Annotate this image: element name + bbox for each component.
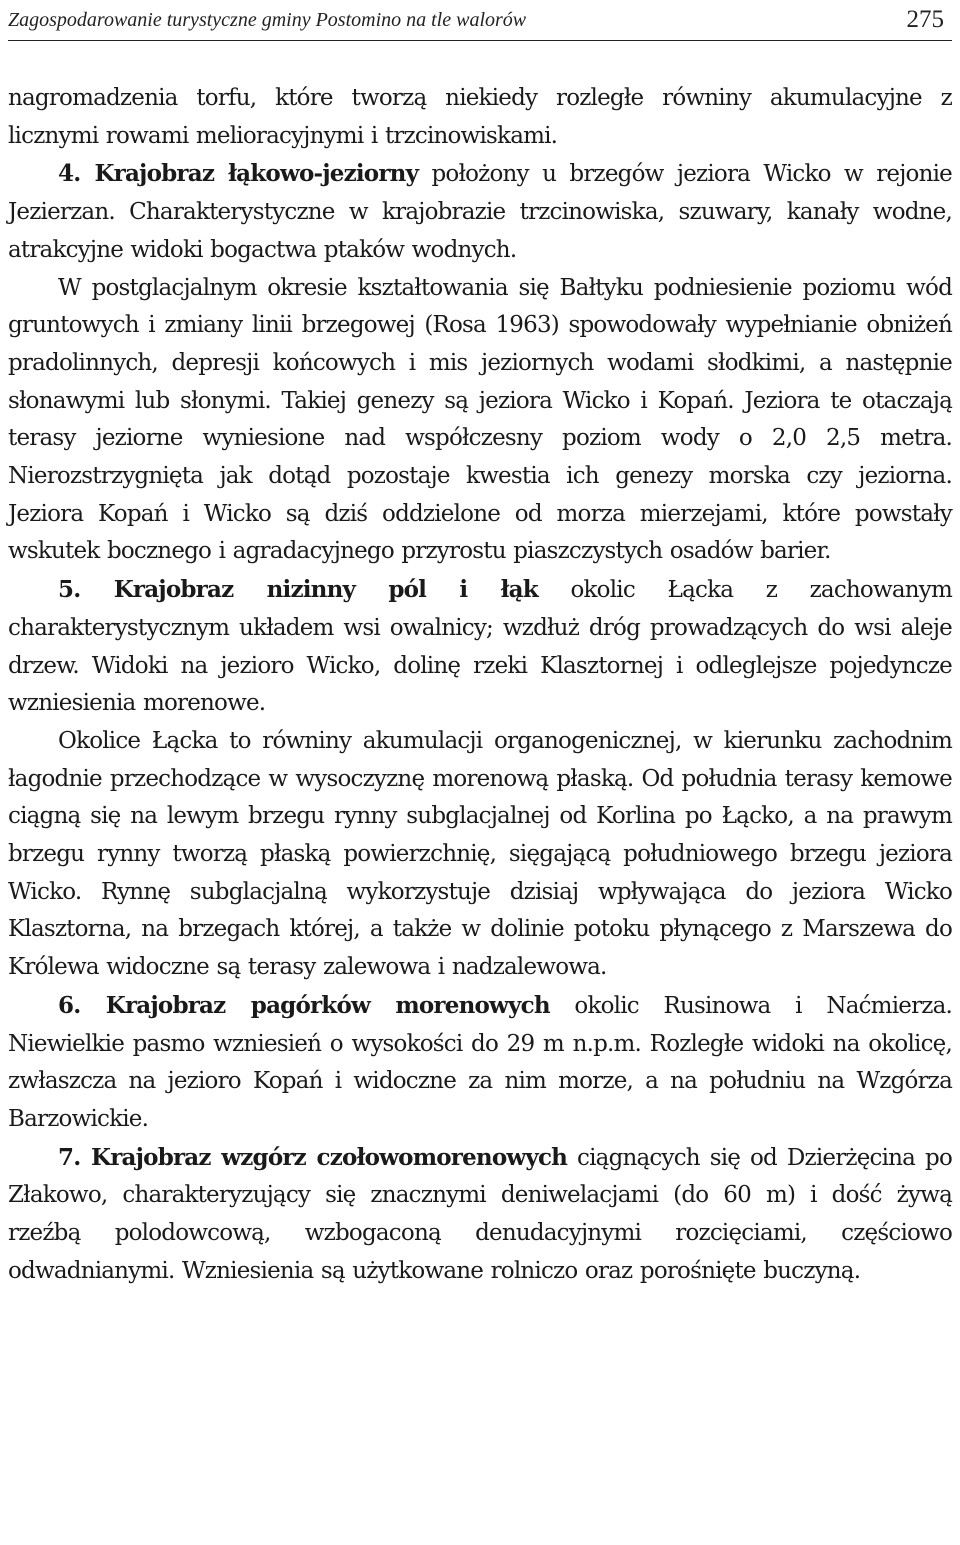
paragraph [8, 270, 952, 572]
paragraph [8, 723, 952, 987]
body-text [8, 80, 952, 1291]
paragraph [8, 571, 952, 723]
running-title: Zagospodarowanie turystyczne gminy Postomino na tle walorów [8, 8, 527, 31]
page-number: 275 [906, 6, 944, 33]
paragraph-text: okolic Łącka z zachowanym charakterystycznym układem wsi owalnicy; wzdłuż dróg prowadzących do wsi aleje drzew. Widoki na jezioro Wicko, dolinę rzeki Klasztornej i odleglejsze pojedyncze wzniesienia morenowe. [8, 577, 952, 717]
paragraph-text: ciągnących się od Dzierżęcina po Złakowo, charakteryzujący się znacznymi deniwelacjami (do 60 m) i dość żywą rzeźbą polodowcową, wzbogaconą denudacyjnymi rozcięciami, częściowo odwadnianymi. Wzniesienia są użytkowane rolniczo oraz porośnięte buczyną. [8, 1144, 952, 1284]
paragraph-lead: 4. Krajobraz łąkowo-jeziorny [58, 160, 419, 188]
paragraph [8, 155, 952, 269]
paragraph-lead: 5. Krajobraz nizinny pól i łąk [58, 576, 538, 604]
paragraph-text: okolic Rusinowa i Naćmierza. Niewielkie pasmo wzniesień o wysokości do 29 m n.p.m. Rozległe widoki na okolicę, zwłaszcza na jezioro Kopań i widoczne za nim morze, a na południu na Wzgórza Barzowickie. [8, 992, 952, 1132]
paragraph [8, 80, 952, 155]
paragraph-text: Okolice Łącka to równiny akumulacji organogenicznej, w kierunku zachodnim łagodnie przechodzące w wysoczyznę morenową płaską. Od południa terasy kemowe ciągną się na lewym brzegu rynny subglacjalnej od Korlina po Łącko, a na prawym brzegu rynny tworzą płaską powierzchnię, sięgającą południowego brzegu jeziora Wicko. Rynnę subglacjalną wykorzystuje dzisiaj wpływająca do jeziora Wicko Klasztorna, na brzegach której, a także w dolinie potoku płynącego z Marszewa do Królewa widoczne są terasy zalewowa i nadzalewowa. [8, 727, 952, 981]
paragraph-text: nagromadzenia torfu, które tworzą niekiedy rozległe równiny akumulacyjne z licznymi rowami melioracyjnymi i trzcinowiskami. [8, 85, 952, 149]
paragraph [8, 987, 952, 1139]
paragraph-text: W postglacjalnym okresie kształtowania się Bałtyku podniesienie poziomu wód gruntowych i zmiany linii brzegowej (Rosa 1963) spowodowały wypełnianie obniżeń pradolinnych, depresji końcowych i mis jeziornych wodami słodkimi, a następnie słonawymi lub słonymi. Takiej genezy są jeziora Wicko i Kopań. Jeziora te otaczają terasy jeziorne wyniesione nad współczesny poziom wody o 2,0 2,5 metra. Nierozstrzygnięta jak dotąd pozostaje kwestia ich genezy morska czy jeziorna. Jeziora Kopań i Wicko są dziś oddzielone od morza mierzejami, które powstały wskutek bocznego i agradacyjnego przyrostu piaszczystych osadów barier. [8, 274, 952, 565]
paragraph-lead: 6. Krajobraz pagórków morenowych [58, 991, 550, 1019]
paragraph-lead: 7. Krajobraz wzgórz czołowomorenowych [58, 1143, 568, 1171]
paragraph [8, 1139, 952, 1291]
paragraph-text: położony u brzegów jeziora Wicko w rejonie Jezierzan. Charakterystyczne w krajobrazie trzcinowiska, szuwary, kanały wodne, atrakcyjne widoki bogactwa ptaków wodnych. [8, 161, 952, 263]
page-header [8, 0, 952, 41]
